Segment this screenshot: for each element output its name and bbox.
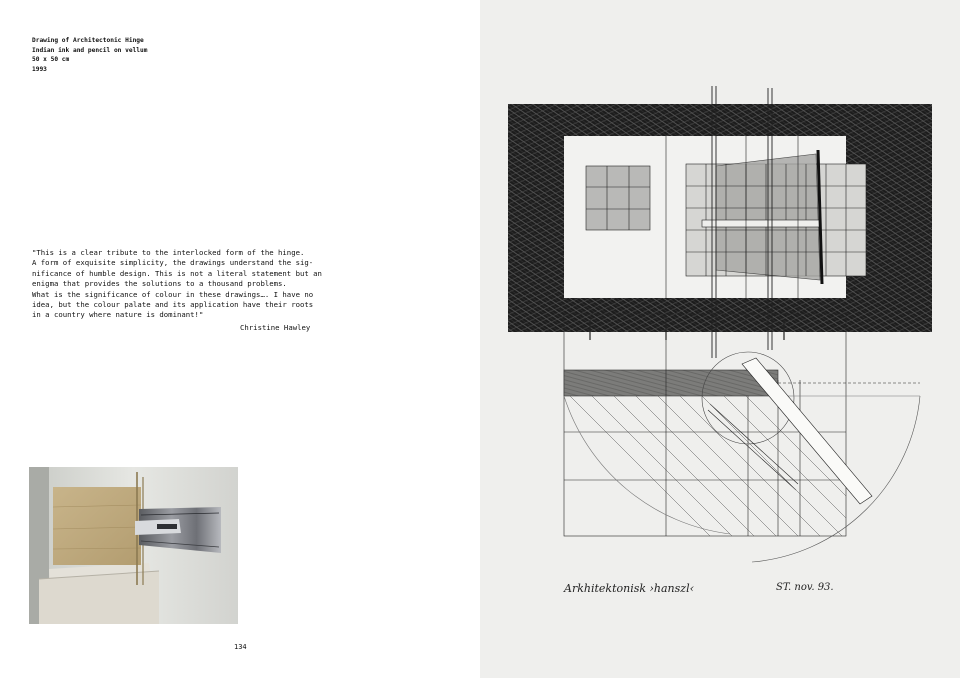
model-photo <box>29 467 238 624</box>
quote-author: Christine Hawley <box>240 323 311 332</box>
quote-line: What is the significance of colour in these drawings…. I have no <box>32 289 314 299</box>
quote-line: nificance of humble design. This is not a literal statement but an <box>32 268 322 278</box>
artwork-caption <box>32 36 147 74</box>
quote-line: idea, but the colour palate and its application have their roots <box>32 300 314 310</box>
page-number: 134 <box>234 643 247 651</box>
inscription-title: Arkhitektonisk ›hanszl‹ <box>564 582 695 595</box>
quote-line: "This is a clear tribute to the interlocked form of the hinge. <box>32 248 305 257</box>
quote-line: A form of exquisite simplicity, the drawings understand the sig- <box>32 258 314 268</box>
elevation-lines <box>564 314 920 562</box>
caption-title: Drawing of Architectonic Hinge <box>32 37 144 44</box>
quote-block <box>32 248 322 321</box>
caption-year: 1993 <box>32 65 47 73</box>
caption-medium: Indian ink and pencil on vellum <box>32 46 148 54</box>
quote-line: in a country where nature is dominant!" <box>32 310 204 320</box>
architectonic-hinge-drawing <box>480 0 960 678</box>
inscription-date: ST. nov. 93. <box>776 582 834 593</box>
caption-size: 50 x 50 cm <box>32 56 70 64</box>
right-page <box>480 0 960 678</box>
quote-line: enigma that provides the solutions to a thousand problems. <box>32 279 287 289</box>
hinge-model-photo <box>29 467 238 624</box>
